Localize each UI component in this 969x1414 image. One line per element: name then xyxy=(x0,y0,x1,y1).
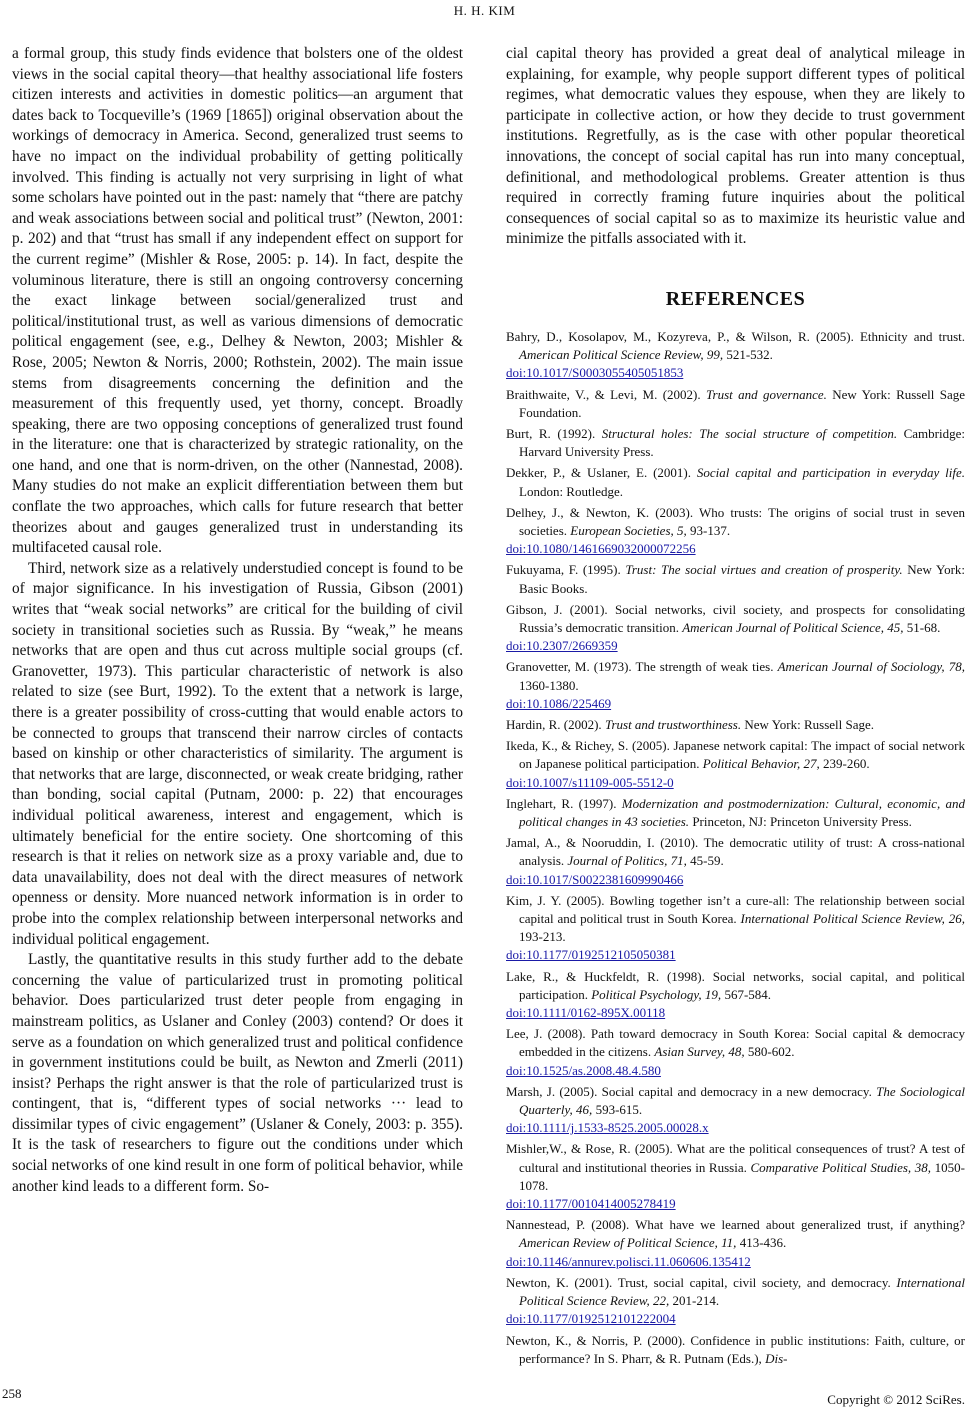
reference-source: American Journal of Political Science, 45, xyxy=(682,619,904,635)
reference-entry xyxy=(506,561,965,597)
left-column xyxy=(12,44,463,1197)
reference-entry xyxy=(506,968,965,1023)
reference-pages: 193-213. xyxy=(519,929,566,945)
reference-text: Lee, J. (2008). Path toward democracy in South Korea: Social capital & democracy embedded in the citizens. xyxy=(506,1026,965,1060)
right-column xyxy=(506,44,965,1371)
reference-text: Jamal, A., & Nooruddin, I. (2010). The democratic utility of trust: A cross-national analysis. xyxy=(506,835,965,869)
doi-link[interactable]: doi:10.1177/0192512101222004 xyxy=(506,1311,676,1327)
reference-text: Delhey, J., & Newton, K. (2003). Who trusts: The origins of social trust in seven societies. xyxy=(506,504,965,538)
reference-source: Structural holes: The social structure of competition. xyxy=(601,425,898,441)
reference-pages: Cambridge: Harvard University Press. xyxy=(519,425,965,460)
reference-pages: 580-602. xyxy=(747,1044,795,1060)
reference-text: Inglehart, R. (1997). xyxy=(506,795,617,811)
reference-pages: 51-68. xyxy=(906,619,941,635)
reference-pages: 1050-1078. xyxy=(519,1159,966,1193)
body-paragraph: a formal group, this study finds evidence that bolsters one of the oldest views in the social capital theory—that healthy associational life fosters citizen interests and activities in domestic politics—an argument that dates back to Tocqueville’s (1969 [1865]) original observation about the workings of democracy in America. Second, generalized trust seems to have no impact on the individual probability of getting politically involved. This finding is actually not very surprising in light of what some scholars have pointed out in the past: namely that “there are patchy and weak associations between social and political trust” (Newton, 2001: p. 202) and that “trust has small if any independent effect on support for the current regime” (Mishler & Rose, 2005: p. 14). In fact, despite the voluminous literature, there is still an ongoing controversy concerning the exact linkage between social/generalized trust and political/institutional trust, as well as various dimensions of democratic political engagement (see, e.g., Delhey & Newton, 2003; Mishler & Rose, 2005; Newton & Norris, 2000; Rothstein, 2002). The main issue stems from disagreements concerning the definition and the measurement of this frequently used, yet thorny, concept. Broadly speaking, there are two opposing conceptions of generalized trust found in the literature: one that is characterized by strategic rationality, on the one hand, and one that is norm-driven, on the other (Nannestad, 2008). Many studies do not make an explicit differentiation between them but conflate the two approaches, which calls for future research that better theorizes about and gauges generalized trust in understanding its multifaceted causal role. xyxy=(12,45,463,557)
reference-source: Political Psychology, 19, xyxy=(591,986,722,1002)
reference-text: Braithwaite, V., & Levi, M. (2002). xyxy=(506,386,701,402)
reference-source: European Societies, 5, xyxy=(570,522,687,538)
reference-pages: New York: Russell Sage. xyxy=(744,717,875,732)
reference-pages: 239-260. xyxy=(822,756,870,772)
doi-link[interactable]: doi:10.1017/S0022381609990466 xyxy=(506,871,684,887)
reference-entry xyxy=(506,1216,965,1271)
reference-pages: Princeton, NJ: Princeton University Press. xyxy=(692,814,912,830)
doi-link[interactable]: doi:10.1111/0162-895X.00118 xyxy=(506,1005,666,1021)
reference-source: American Political Science Review, 99, xyxy=(519,347,724,363)
reference-pages: 521-532. xyxy=(726,347,773,363)
reference-pages: London: Routledge. xyxy=(519,483,623,499)
reference-source: American Review of Political Science, 11, xyxy=(519,1235,737,1251)
body-paragraph: Third, network size as a relatively understudied concept is found to be of major significance. In his investigation of Russia, Gibson (2001) writes that “weak social networks” are critical for the building of civil society in transitional societies such as Russia. By “weak,” he means networks that are open and thus cut across multiple social groups (cf. Granovetter, 1973). This particular characteristic of network is also related to size (see Burt, 1992). To the extent that a network is large, there is a greater possibility of cross-cutting that would enable actors to be connected to groups that transcend their narrow circles of contacts based on kinship or other characteristics of similarity. The argument is that networks that are large, disconnected, or weak create bridging, rather than bonding, social capital (Putnam, 2000: p. 22) that encourages individual political awareness, interest and engagement, which is ultimately beneficial for the entire society. One shortcoming of this research is that it relies on network size as a proxy variable and, due to data unavailability, does not deal with the direct measures of network openness or density. More nuanced network information is in order to probe into the complex relationship between interpersonal networks and individual political engagement. xyxy=(12,559,463,948)
copyright-notice: Copyright © 2012 SciRes. xyxy=(827,1392,965,1407)
doi-link[interactable]: doi:10.1007/s11109-005-5512-0 xyxy=(506,774,674,790)
reference-source: Journal of Politics, 71, xyxy=(567,853,687,869)
doi-link[interactable]: doi:10.2307/2669359 xyxy=(506,638,618,654)
reference-source: Social capital and participation in everyday life. xyxy=(696,465,965,481)
reference-source: International Political Science Review, 22, xyxy=(519,1274,966,1309)
doi-link[interactable]: doi:10.1086/225469 xyxy=(506,695,612,711)
reference-text: Bahry, D., Kosolapov, M., Kozyreva, P., & Wilson, R. (2005). Ethnicity and trust. xyxy=(506,328,965,344)
reference-pages: 593-615. xyxy=(595,1102,643,1118)
doi-link[interactable]: doi:10.1177/0192512105050381 xyxy=(506,947,676,963)
reference-entry xyxy=(506,1140,965,1213)
reference-text: Granovetter, M. (1973). The strength of weak ties. xyxy=(506,659,774,675)
reference-source: Trust and trustworthiness. xyxy=(604,717,742,732)
reference-pages: 413-436. xyxy=(739,1235,787,1251)
references-heading: REFERENCES xyxy=(665,287,806,310)
reference-entry xyxy=(506,658,965,713)
reference-pages: New York: Russell Sage Foundation. xyxy=(519,386,966,420)
reference-source: American Journal of Sociology, 78, xyxy=(777,659,966,675)
doi-link[interactable]: doi:10.1017/S0003055405051853 xyxy=(506,365,684,381)
doi-link[interactable]: doi:10.1146/annurev.polisci.11.060606.135412 xyxy=(506,1253,751,1269)
doi-link[interactable]: doi:10.1525/as.2008.48.4.580 xyxy=(506,1062,661,1078)
reference-entry xyxy=(506,328,965,383)
reference-text: Fukuyama, F. (1995). xyxy=(506,562,621,578)
doi-link[interactable]: doi:10.1111/j.1533-8525.2005.00028.x xyxy=(506,1120,709,1136)
reference-pages: 567-584. xyxy=(724,986,772,1002)
body-paragraph: cial capital theory has provided a great deal of analytical mileage in explaining, for example, why people support different types of political regimes, what democratic values they espouse, when they are likely to participate in collective action, or how they decide to trust government institutions. Regretfully, as is the case with other popular theoretical innovations, the concept of social capital has run into many conceptual, definitional, and methodological problems. Greater attention is thus required in correctly framing future inquiries about the political consequences of social capital so as to maximize its heuristic value and minimize the pitfalls associated with it. xyxy=(506,45,965,248)
reference-entry xyxy=(506,1083,965,1138)
reference-source: International Political Science Review, 26, xyxy=(740,911,966,927)
reference-entry xyxy=(506,601,965,656)
running-header: H. H. KIM xyxy=(453,3,516,18)
reference-entry xyxy=(506,464,965,500)
reference-source: Trust: The social virtues and creation of prosperity. xyxy=(625,562,903,578)
doi-link[interactable]: doi:10.1177/0010414005278419 xyxy=(506,1196,676,1212)
reference-source: Asian Survey, 48, xyxy=(654,1044,745,1060)
reference-entry xyxy=(506,504,965,559)
reference-text: Ikeda, K., & Richey, S. (2005). Japanese network capital: The impact of social network on Japanese political participation. xyxy=(506,738,965,772)
reference-entry xyxy=(506,737,965,792)
reference-entry xyxy=(506,795,965,831)
reference-source: Political Behavior, 27, xyxy=(702,756,820,772)
reference-entry xyxy=(506,425,965,461)
reference-source: The Sociological Quarterly, 46, xyxy=(519,1083,965,1118)
reference-pages: New York: Basic Books. xyxy=(519,562,966,596)
reference-text: Gibson, J. (2001). Social networks, civil society, and prospects for consolidating Russia’s democratic transition. xyxy=(506,601,965,635)
reference-source: Dis- xyxy=(765,1350,788,1366)
reference-entry xyxy=(506,1332,965,1368)
reference-text: Newton, K. (2001). Trust, social capital, civil society, and democracy. xyxy=(506,1274,891,1290)
reference-pages: 201-214. xyxy=(672,1293,720,1309)
reference-text: Kim, J. Y. (2005). Bowling together isn’t a cure-all: The relationship between social capital and political trust in South Korea. xyxy=(506,892,965,927)
reference-pages: 1360-1380. xyxy=(519,677,579,693)
body-paragraph: Lastly, the quantitative results in this study further add to the debate concerning the value of particularized trust in promoting political behavior. Does particularized trust deter people from engaging in mainstream politics, as Uslaner and Conley (2003) contend? Or does it serve as a foundation on which generalized trust and political confidence in government institutions could be built, as Newton and Zmerli (2011) insist? Perhaps the right answer is that the role of particularized trust is contingent, that is, “different types of social networks ··· lead to dissimilar types of civic engagement” (Uslaner & Conely, 2003: p. 355). It is the task of researchers to figure out the conditions under which social networks of one kind result in one form of political behavior, while another kind leads to a different form. So- xyxy=(12,951,463,1195)
reference-list xyxy=(506,328,965,1368)
reference-entry xyxy=(506,892,965,965)
reference-text: Nannestead, P. (2008). What have we learned about generalized trust, if anything? xyxy=(506,1217,965,1233)
reference-entry xyxy=(506,834,965,889)
doi-link[interactable]: doi:10.1080/1461669032000072256 xyxy=(506,541,696,557)
reference-source: Comparative Political Studies, 38, xyxy=(750,1159,932,1175)
reference-text: Newton, K., & Norris, P. (2000). Confidence in public institutions: Faith, culture, or performance? In S. Pharr, & R. Putnam (Eds.), xyxy=(506,1332,965,1366)
reference-pages: 45-59. xyxy=(690,853,724,869)
page-number: 258 xyxy=(2,1386,22,1401)
reference-source: Trust and governance. xyxy=(706,386,827,402)
reference-entry xyxy=(506,1274,965,1329)
reference-entry xyxy=(506,716,965,734)
reference-source: Modernization and postmodernization: Cultural, economic, and political changes in 43 societies. xyxy=(519,795,966,830)
reference-text: Marsh, J. (2005). Social capital and democracy in a new democracy. xyxy=(506,1083,872,1099)
reference-entry xyxy=(506,386,965,422)
reference-text: Dekker, P., & Uslaner, E. (2001). xyxy=(506,465,692,481)
reference-pages: 93-137. xyxy=(690,522,731,538)
reference-entry xyxy=(506,1025,965,1080)
reference-text: Lake, R., & Huckfeldt, R. (1998). Social networks, social capital, and political participation. xyxy=(506,968,965,1002)
reference-text: Hardin, R. (2002). xyxy=(506,717,602,732)
reference-text: Burt, R. (1992). xyxy=(506,425,596,441)
reference-text: Mishler,W., & Rose, R. (2005). What are the political consequences of trust? A test of cultural and institutional theories in Russia. xyxy=(506,1141,965,1175)
